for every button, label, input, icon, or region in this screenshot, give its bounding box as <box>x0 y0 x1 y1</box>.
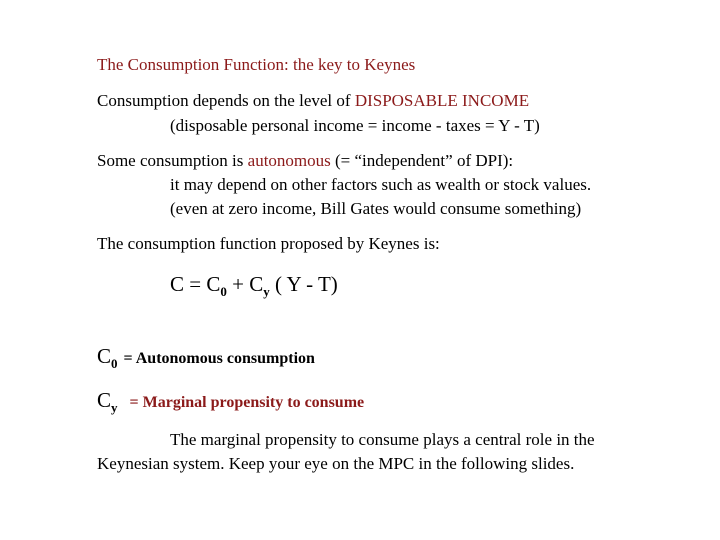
autonomous-line-3: (even at zero income, Bill Gates would consume something) <box>170 199 582 218</box>
cy-description: = Marginal propensity to consume <box>129 394 365 411</box>
c0-description: = Autonomous consumption <box>123 350 315 367</box>
formula-c: C <box>170 272 185 296</box>
formula-cy: C <box>249 272 264 296</box>
autonomous-prefix: Some consumption is <box>97 151 248 170</box>
c0-symbol <box>97 344 118 371</box>
proposed-heading: The consumption function proposed by Keynes is: <box>97 234 440 253</box>
formula-cy-sub: y <box>263 284 270 299</box>
consumption-formula <box>170 272 338 300</box>
definition-c0 <box>97 344 315 372</box>
formula-eq: = <box>184 272 207 296</box>
closing-paragraph: The marginal propensity to consume plays a central role in the Keynesian system. Keep your eye on the MPC in the following slides. <box>97 430 595 473</box>
autonomous-line-2: it may depend on other factors such as wealth or stock values. <box>170 175 592 194</box>
c0-letter: C <box>97 344 112 368</box>
autonomous-highlight: autonomous <box>247 151 331 170</box>
dpi-highlight: DISPOSABLE INCOME <box>354 91 530 110</box>
formula-rest: ( Y - T) <box>269 272 338 296</box>
formula-c0-sub: 0 <box>220 284 227 299</box>
formula-c0: C <box>206 272 221 296</box>
cy-letter: C <box>97 388 112 412</box>
dpi-detail: (disposable personal income = income - taxes = Y - T) <box>170 116 540 135</box>
cy-symbol <box>97 388 118 415</box>
dpi-prefix: Consumption depends on the level of <box>97 91 355 110</box>
dpi-statement <box>97 91 529 111</box>
autonomous-suffix: (= “independent” of DPI): <box>330 151 514 170</box>
cy-subscript: y <box>111 400 118 415</box>
definition-cy <box>97 388 364 416</box>
autonomous-statement <box>97 151 513 171</box>
c0-subscript: 0 <box>111 356 118 371</box>
slide-title: The Consumption Function: the key to Keynes <box>97 55 416 74</box>
formula-plus: + <box>226 272 250 296</box>
